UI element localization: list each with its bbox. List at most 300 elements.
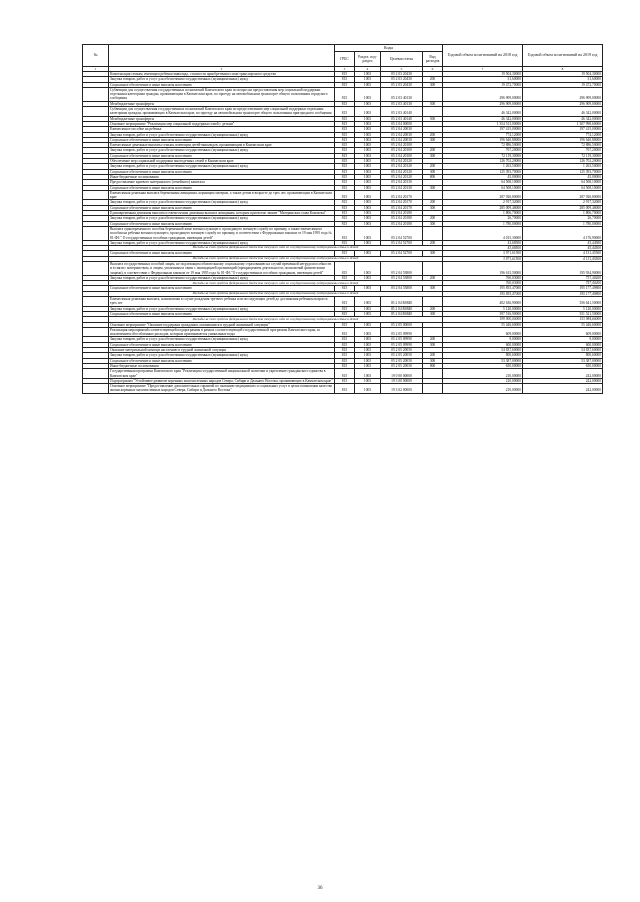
col-num: 1: [83, 67, 109, 72]
note-value-2019: 757,40200: [523, 281, 603, 286]
cell-target: 05 2 04 20180: [381, 216, 423, 221]
cell-grbs: 815: [335, 137, 355, 142]
cell-grbs: 815: [335, 164, 355, 169]
cell-section: 1003: [355, 261, 381, 275]
cell-vr: 500: [423, 116, 443, 121]
cell-value-2019: 1 806,70000: [523, 211, 603, 216]
cell-num: [83, 107, 109, 117]
cell-vr: [423, 226, 443, 240]
cell-value-2018: 72 119,30000: [443, 153, 523, 158]
cell-target: 05 2 04 53800: [381, 261, 423, 275]
cell-grbs: 815: [335, 180, 355, 185]
cell-name: Межбюджетные трансферты: [109, 116, 335, 121]
cell-grbs: 815: [335, 72, 355, 77]
cell-value-2019: 125 393,70000: [523, 169, 603, 174]
cell-grbs: 815: [335, 185, 355, 190]
cell-vr: 200: [423, 353, 443, 358]
table-row: [83, 261, 603, 275]
cell-target: 05 2 04 20120: [381, 174, 423, 179]
note-text: Расходы за счет средств федерального бюджета текущего года по государственному подпрограммы семьи и детей: [109, 281, 443, 286]
cell-value-2018: 55 446,60000: [443, 322, 523, 327]
cell-name: Оказание материальной помощи населению в трудной жизненной ситуации: [109, 348, 335, 353]
cell-section: 1003: [355, 226, 381, 240]
cell-value-2018: 296 909,00000: [443, 101, 523, 106]
cell-value-2018: 125 393,70000: [443, 169, 523, 174]
cell-vr: 300: [423, 169, 443, 174]
table-row: [83, 190, 603, 200]
table-row: [83, 369, 603, 379]
cell-value-2019: 296 909,00000: [523, 87, 603, 101]
cell-vr: 200: [423, 164, 443, 169]
cell-section: 1003: [355, 77, 381, 82]
cell-name: Социальное обеспечение и иные выплаты населению: [109, 185, 335, 190]
cell-grbs: 815: [335, 101, 355, 106]
cell-value-2018: 19 504,30000: [443, 72, 523, 77]
cell-name: Основное мероприятие "Предоставление дополнительных гарантий по оказанию медицинских и социальных услуг в целях повышения качества жизни коренных малочисленных народов Севера, Сибири и Дальнего Востока": [109, 384, 335, 394]
cell-grbs: 815: [335, 363, 355, 368]
cell-value-2019: 242,00000: [523, 384, 603, 394]
cell-section: 1003: [355, 216, 381, 221]
cell-vr: 300: [423, 221, 443, 226]
cell-vr: 300: [423, 137, 443, 142]
header-codes: Коды: [335, 45, 443, 52]
cell-section: 1003: [355, 348, 381, 353]
cell-grbs: 815: [335, 211, 355, 216]
cell-value-2019: 287 926,80000: [523, 190, 603, 200]
cell-name: Закупка товаров, работ и услуг для обеспечения государственных (муниципальных) нужд: [109, 148, 335, 153]
cell-num: [83, 190, 109, 200]
cell-target: 05 2 04 20120: [381, 164, 423, 169]
header-2019: Годовой объем ассигнований на 2019 год: [523, 45, 603, 67]
cell-value-2019: 197 415,00000: [523, 127, 603, 132]
cell-value-2018: 54 837,60000: [443, 348, 523, 353]
cell-target: 05 2 04 20100: [381, 143, 423, 148]
cell-section: 1003: [355, 286, 381, 291]
cell-grbs: 815: [335, 261, 355, 275]
cell-target: 05 2 05 20050: [381, 358, 423, 363]
cell-target: 05 2 04 53800: [381, 286, 423, 291]
table-row: [83, 384, 603, 394]
cell-grbs: 815: [335, 348, 355, 353]
col-num: 2: [109, 67, 335, 72]
cell-value-2019: 296 909,00000: [523, 101, 603, 106]
cell-section: 1003: [355, 190, 381, 200]
cell-target: 05 2 05 20050: [381, 348, 423, 353]
cell-section: 1003: [355, 275, 381, 280]
cell-target: 05 2 03 20430: [381, 72, 423, 77]
cell-vr: 300: [423, 205, 443, 210]
cell-target: 05 2 04 R0840: [381, 306, 423, 311]
cell-grbs: 815: [335, 226, 355, 240]
header-target: Целевая статья: [381, 52, 423, 67]
cell-section: 1003: [355, 205, 381, 210]
cell-grbs: 815: [335, 311, 355, 316]
table-row: [83, 87, 603, 101]
table-row: [83, 297, 603, 307]
cell-section: 1003: [355, 101, 381, 106]
note-value-2019: 195 177,49800: [523, 291, 603, 296]
cell-target: 05 2 04 53800: [381, 275, 423, 280]
header-grbs: ГРБС: [335, 52, 355, 67]
cell-name: Закупка товаров, работ и услуг для обеспечения государственных (муниципальных) нужд: [109, 132, 335, 137]
cell-grbs: 815: [335, 200, 355, 205]
cell-section: 1003: [355, 174, 381, 179]
cell-target: 05 2 04 20120: [381, 169, 423, 174]
cell-name: Социальное обеспечение и иные выплаты населению: [109, 137, 335, 142]
note-value-2019: 153 984,60000: [523, 317, 603, 322]
table-header: [83, 45, 603, 72]
cell-value-2018: 210,00000: [443, 369, 523, 379]
cell-target: 05 2 04 52700: [381, 251, 423, 256]
cell-name: Закупка товаров, работ и услуг для обеспечения государственных (муниципальных) нужд: [109, 200, 335, 205]
cell-section: 1003: [355, 353, 381, 358]
cell-value-2018: 197 415,00000: [443, 127, 523, 132]
cell-section: 1003: [355, 378, 381, 383]
cell-target: 05 2 03 40140: [381, 116, 423, 121]
cell-target: 05 2 05 09990: [381, 327, 423, 337]
cell-value-2019: 72 119,30000: [523, 153, 603, 158]
cell-name: Закупка товаров, работ и услуг для обеспечения государственных (муниципальных) нужд: [109, 216, 335, 221]
cell-value-2019: 1 307 998,60000: [523, 121, 603, 126]
cell-grbs: 815: [335, 240, 355, 245]
cell-value-2018: 64 508,10000: [443, 185, 523, 190]
cell-num: [83, 327, 109, 337]
cell-value-2018: 53 387,00000: [443, 358, 523, 363]
cell-target: 05 2 03 40140: [381, 107, 423, 117]
cell-vr: [423, 107, 443, 117]
cell-vr: 300: [423, 358, 443, 363]
note-text: Расходы за счет средств федерального бюджета текущего года по государственному подпрограммы семьи и детей: [109, 317, 443, 322]
page-number: 36: [317, 886, 323, 891]
cell-target: 05 2 04 20030: [381, 137, 423, 142]
cell-vr: 500: [423, 101, 443, 106]
cell-target: 19 3 02 00000: [381, 384, 423, 394]
cell-value-2019: 767,20000: [523, 148, 603, 153]
cell-name: Подпрограмма "Устойчивое развитие коренных малочисленных народов Севера, Сибири и Дальнего Востока, проживающих в Камчатском крае": [110, 378, 333, 383]
cell-grbs: 815: [335, 337, 355, 342]
cell-grbs: 815: [335, 190, 355, 200]
cell-vr: 300: [423, 82, 443, 87]
cell-value-2018: 296 909,00000: [443, 87, 523, 101]
cell-target: 05 2 04 R0840: [381, 311, 423, 316]
cell-target: 05 2 05 20050: [381, 353, 423, 358]
cell-value-2018: 397 516,90000: [443, 311, 523, 316]
cell-value-2018: 46 342,00000: [443, 107, 523, 117]
cell-section: 1003: [355, 384, 381, 394]
cell-target: 05 2 03 20430: [381, 82, 423, 87]
cell-value-2019: 64 508,10000: [523, 180, 603, 185]
cell-value-2018: 402 636,90000: [443, 297, 523, 307]
cell-value-2019: 1 780,00000: [523, 221, 603, 226]
cell-name: Иные бюджетные ассигнования: [109, 174, 335, 179]
cell-value-2019: 9,00000: [523, 337, 603, 342]
cell-name: Закупка товаров, работ и услуг для обеспечения государственных (муниципальных) нужд: [109, 240, 335, 245]
cell-value-2018: 767,20000: [443, 148, 523, 153]
cell-name: Социальное обеспечение и иные выплаты населению: [109, 169, 335, 174]
cell-target: 05 2 04 20170: [381, 190, 423, 200]
cell-value-2019: 600,00000: [523, 342, 603, 347]
note-text: Расходы за счет средств федерального бюджета текущего года по государственному подпрограммы семьи и детей: [109, 246, 443, 251]
note-text: Расходы за счет средств федерального бюджета текущего года по государственному подпрограммы семьи и детей: [109, 256, 443, 261]
cell-target: 05 2 03 40130: [381, 87, 423, 101]
cell-value-2019: 4 131,45500: [523, 251, 603, 256]
cell-target: 05 2 04 20130: [381, 180, 423, 185]
cell-value-2018: 2 917,32000: [443, 200, 523, 205]
cell-name: Социальное обеспечение и иные выплаты населению: [109, 221, 335, 226]
cell-section: 1003: [355, 82, 381, 87]
cell-name: Основное мероприятие "Оказание поддержки гражданам, оказавшимся в трудной жизненной ситуации": [109, 322, 335, 327]
cell-grbs: 815: [335, 174, 355, 179]
cell-section: 1003: [355, 143, 381, 148]
cell-value-2019: 285 009,48000: [523, 205, 603, 210]
cell-grbs: 815: [335, 353, 355, 358]
cell-name: Обеспечение мер социальной поддержки многодетных семей в Камчатском крае: [109, 159, 335, 164]
col-num: 3: [335, 67, 355, 72]
cell-value-2019: 774,12000: [523, 132, 603, 137]
cell-name: Закупка товаров, работ и услуг для обеспечения государственных (муниципальных) нужд: [109, 306, 335, 311]
cell-section: 1003: [355, 211, 381, 216]
cell-num: [83, 369, 109, 379]
cell-grbs: 815: [335, 132, 355, 137]
cell-vr: 300: [423, 153, 443, 158]
table-row: [83, 107, 603, 117]
cell-name: Закупка товаров, работ и услуг для обеспечения государственных (муниципальных) нужд: [109, 275, 335, 280]
cell-section: 1003: [355, 369, 381, 379]
note-value-2019: 4 131,45500: [523, 256, 603, 261]
cell-vr: [423, 261, 443, 275]
cell-vr: [423, 87, 443, 101]
cell-value-2018: 31,60000: [443, 77, 523, 82]
cell-grbs: 815: [335, 82, 355, 87]
cell-value-2019: 45,44500: [523, 240, 603, 245]
cell-value-2018: 195 855,47000: [443, 286, 523, 291]
cell-value-2019: 242,00000: [523, 369, 603, 379]
cell-value-2018: 600,00000: [443, 342, 523, 347]
cell-num: [83, 87, 109, 101]
note-value-2019: 45,44500: [523, 246, 603, 251]
cell-section: 1003: [355, 240, 381, 245]
cell-value-2019: 757,40200: [523, 275, 603, 280]
cell-value-2018: 46 342,00000: [443, 116, 523, 121]
cell-name: Ежемесячное пособие на ребенка: [109, 127, 335, 132]
cell-value-2018: 210,00000: [443, 384, 523, 394]
cell-grbs: 815: [335, 153, 355, 158]
cell-section: 1003: [355, 327, 381, 337]
cell-num: [83, 226, 109, 240]
cell-section: 1003: [355, 72, 381, 77]
cell-value-2019: 609,00000: [523, 327, 603, 337]
cell-grbs: 815: [335, 297, 355, 307]
cell-value-2019: 31,60000: [523, 77, 603, 82]
cell-grbs: 815: [335, 286, 355, 291]
cell-section: 1003: [355, 322, 381, 327]
cell-value-2019: 1 263,50000: [523, 164, 603, 169]
cell-target: 19 0 00 00000: [381, 369, 423, 379]
cell-name: Закупка товаров, работ и услуг для обеспечения государственных (муниципальных) нужд: [109, 77, 335, 82]
header-2018: Годовой объем ассигнований на 2018 год: [443, 45, 523, 67]
cell-value-2019: 46 342,00000: [523, 116, 603, 121]
cell-vr: 200: [423, 132, 443, 137]
cell-section: 1003: [355, 159, 381, 164]
cell-target: 05 2 05 09990: [381, 337, 423, 342]
cell-grbs: 815: [335, 322, 355, 327]
cell-value-2019: 356 641,50000: [523, 297, 603, 307]
cell-target: 05 2 04 20170: [381, 200, 423, 205]
cell-value-2018: 26,70000: [443, 216, 523, 221]
cell-vr: 200: [423, 275, 443, 280]
cell-section: 1003: [355, 132, 381, 137]
cell-grbs: 815: [335, 116, 355, 121]
cell-target: 05 2 04 52700: [381, 226, 423, 240]
note-value-2018: 760,03000: [443, 281, 523, 286]
cell-target: 05 2 04 20100: [381, 148, 423, 153]
cell-vr: 300: [423, 342, 443, 347]
cell-value-2019: 351 521,50000: [523, 311, 603, 316]
cell-value-2019: 26,70000: [523, 216, 603, 221]
cell-value-2019: 53 387,00000: [523, 358, 603, 363]
cell-value-2018: 774,12000: [443, 132, 523, 137]
col-num: 7: [443, 67, 523, 72]
cell-grbs: 815: [335, 107, 355, 117]
cell-name: Единовременная денежная выплата и ежемесячная денежная выплата женщинам, которым присвоено звание "Материнская слава Камчатки": [109, 211, 335, 216]
cell-num: [83, 384, 109, 394]
cell-value-2018: 5 120,00000: [443, 306, 523, 311]
note-value-2018: 195 855,47000: [443, 291, 523, 296]
cell-section: 1003: [355, 107, 381, 117]
cell-name: Социальное обеспечение и иные выплаты населению: [109, 311, 335, 316]
cell-value-2018: 1 780,00000: [443, 221, 523, 226]
cell-target: 05 2 04 20180: [381, 211, 423, 216]
cell-name: Социальное обеспечение и иные выплаты населению: [109, 286, 335, 291]
cell-section: 1003: [355, 153, 381, 158]
cell-value-2018: 609,00000: [443, 327, 523, 337]
cell-value-2018: 196 640,88000: [443, 137, 523, 142]
cell-section: 1003: [355, 148, 381, 153]
cell-name: Закупка товаров, работ и услуг для обеспечения государственных (муниципальных) нужд: [109, 353, 335, 358]
cell-target: 19 3 00 00000: [381, 378, 423, 383]
cell-value-2018: 72 886,50000: [443, 143, 523, 148]
cell-section: 1003: [355, 121, 381, 126]
cell-vr: 200: [423, 148, 443, 153]
cell-grbs: 815: [335, 87, 355, 101]
cell-section: 1003: [355, 297, 381, 307]
cell-grbs: 815: [335, 306, 355, 311]
cell-value-2018: 285 009,48000: [443, 205, 523, 210]
cell-name: Социальное обеспечение и иные выплаты населению: [109, 82, 335, 87]
cell-value-2018: 650,00000: [443, 363, 523, 368]
cell-grbs: 815: [335, 342, 355, 347]
cell-target: 05 2 04 20170: [381, 205, 423, 210]
cell-vr: 800: [423, 174, 443, 179]
header-num: №: [83, 45, 109, 67]
cell-vr: 200: [423, 240, 443, 245]
table-row: [83, 327, 603, 337]
cell-value-2018: 196 615,50000: [443, 261, 523, 275]
cell-section: 1003: [355, 337, 381, 342]
cell-target: 05 2 05 20050: [381, 363, 423, 368]
cell-section: 1003: [355, 311, 381, 316]
cell-section: 1003: [355, 87, 381, 101]
cell-vr: [423, 297, 443, 307]
cell-value-2019: 64 508,10000: [523, 185, 603, 190]
cell-grbs: 815: [335, 127, 355, 132]
cell-value-2019: 196 640,88000: [523, 137, 603, 142]
cell-value-2019: 46 342,00000: [523, 107, 603, 117]
cell-name: Субвенции для осуществления государственных полномочий Камчатского края по предоставлению мер социальной поддержки отдельным категориям граждан, проживающих в Камчатском крае, по проезду на автомобильном транспорте общего пользования пригородного сообщения: [109, 107, 335, 117]
cell-grbs: 815: [335, 378, 355, 383]
cell-value-2019: 55 446,60000: [523, 322, 603, 327]
cell-section: 1003: [355, 358, 381, 363]
cell-target: 05 2 04 52700: [381, 240, 423, 245]
cell-section: 1003: [355, 164, 381, 169]
cell-value-2019: 54 837,60000: [523, 348, 603, 353]
cell-grbs: 815: [335, 205, 355, 210]
note-value-2018: 199 900,00000: [443, 317, 523, 322]
cell-vr: [423, 384, 443, 394]
col-num: 8: [523, 67, 603, 72]
cell-value-2018: 9,00000: [443, 337, 523, 342]
cell-name: Закупка товаров, работ и услуг для обеспечения государственных (муниципальных) нужд: [109, 164, 335, 169]
cell-grbs: 815: [335, 148, 355, 153]
cell-value-2018: 1 806,70000: [443, 211, 523, 216]
cell-value-2018: 210,00000: [443, 378, 523, 383]
cell-name: Ежемесячная денежная выплата, назначаемая в случае рождения третьего ребенка или последующих детей до достижения ребенком возраста трех лет: [109, 297, 335, 307]
cell-vr: 300: [423, 185, 443, 190]
header-name: [109, 45, 335, 67]
cell-vr: 300: [423, 251, 443, 256]
cell-value-2018: 126 702,20000: [443, 159, 523, 164]
cell-section: 1003: [355, 185, 381, 190]
cell-grbs: 815: [335, 327, 355, 337]
cell-name: Межбюджетные трансферты: [109, 101, 335, 106]
cell-grbs: 815: [335, 369, 355, 379]
note-value-2018: 43,68500: [443, 246, 523, 251]
cell-grbs: 815: [335, 384, 355, 394]
cell-value-2019: 19 504,30000: [523, 72, 603, 77]
cell-value-2019: 4 176,90000: [523, 226, 603, 240]
cell-name: Социальное обеспечение и иные выплаты населению: [109, 358, 335, 363]
cell-target: 05 2 04 R0840: [381, 297, 423, 307]
cell-vr: 300: [423, 286, 443, 291]
cell-target: 05 2 04 20120: [381, 159, 423, 164]
cell-value-2019: 195 934,90000: [523, 261, 603, 275]
cell-target: 05 2 03 40130: [381, 101, 423, 106]
col-num: 4: [355, 67, 381, 72]
cell-vr: 200: [423, 77, 443, 82]
cell-value-2018: 760,03000: [443, 275, 523, 280]
cell-section: 1003: [355, 200, 381, 205]
cell-value-2019: 45,00000: [523, 174, 603, 179]
cell-value-2019: 126 702,20000: [523, 159, 603, 164]
cell-grbs: 815: [335, 169, 355, 174]
cell-target: 05 2 04 20130: [381, 185, 423, 190]
cell-vr: [423, 327, 443, 337]
cell-vr: [423, 369, 443, 379]
cell-target: 05 2 04 20030: [381, 127, 423, 132]
budget-table-sheet: [82, 44, 602, 394]
cell-section: 1003: [355, 221, 381, 226]
cell-value-2018: 3 971,61500: [443, 251, 523, 256]
cell-value-2018: 800,60000: [443, 353, 523, 358]
cell-name: Выплата государственных пособий лицам, не подлежащим обязательному социальному страхованию на случай временной нетрудоспособности и в связи с материнством, и лицам, уволенным в связи с ликвидацией организаций (прекращением деятельности, полномочий физическими лицами), в соответствии с Федеральным законом от 19 мая 1995 года № 81-ФЗ "О государственных пособиях гражданам, имеющим детей": [109, 261, 335, 275]
cell-vr: 200: [423, 216, 443, 221]
cell-grbs: 815: [335, 121, 355, 126]
cell-value-2018: 4 015,30000: [443, 226, 523, 240]
cell-name: Закупка товаров, работ и услуг для обеспечения государственных (муниципальных) нужд: [109, 337, 335, 342]
cell-name: Компенсация семьям, имеющим ребенка-инвалида, стоимости приобретенного ими транспортного средства: [109, 72, 335, 77]
cell-target: 05 2 04 20180: [381, 221, 423, 226]
cell-grbs: 815: [335, 159, 355, 164]
